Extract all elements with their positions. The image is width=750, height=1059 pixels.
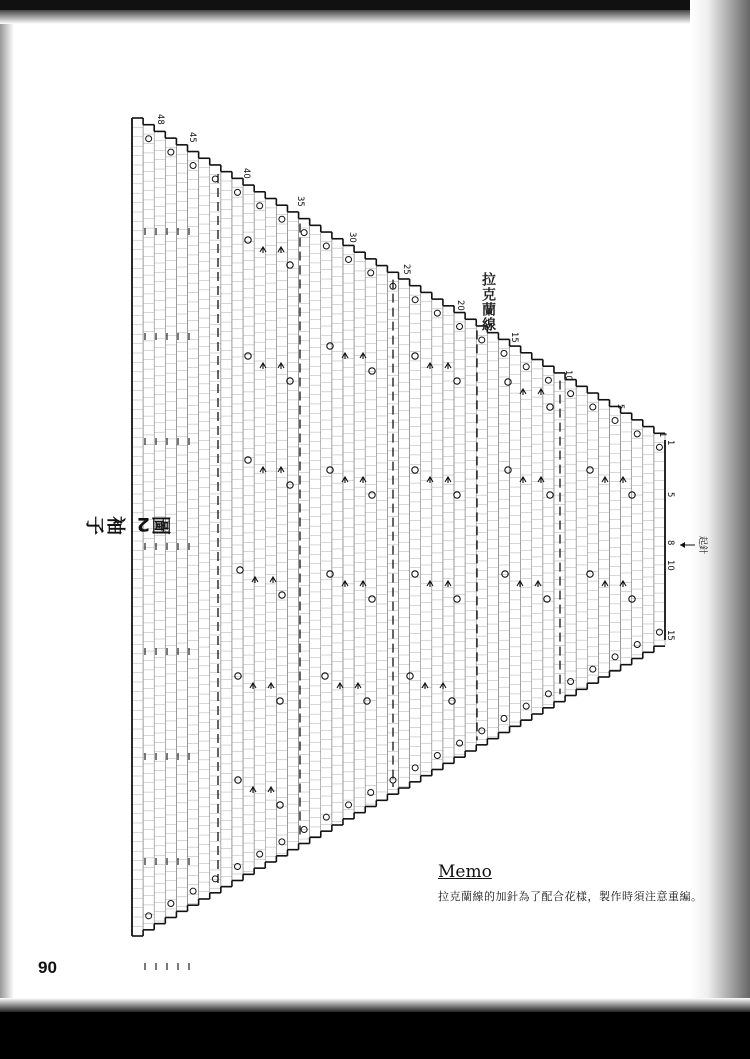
yarn-over-symbol [245, 237, 251, 243]
edge-yarn-over-symbol [634, 431, 640, 437]
edge-yarn-over-symbol [590, 666, 596, 672]
decrease-symbol [535, 581, 541, 587]
edge-yarn-over-symbol [523, 364, 529, 370]
decrease-symbol [250, 787, 256, 793]
chart-column [543, 366, 554, 708]
edge-yarn-over-symbol [346, 802, 352, 808]
chart-column [521, 353, 532, 720]
chart-column [365, 259, 376, 807]
yarn-over-symbol [287, 482, 293, 488]
row-number-label: 45 [187, 132, 197, 143]
chart-column [354, 252, 365, 813]
decrease-symbol [520, 389, 526, 395]
yarn-over-symbol [364, 698, 370, 704]
edge-yarn-over-symbol [168, 901, 174, 907]
chart-column [276, 205, 287, 856]
yarn-over-symbol [587, 467, 593, 473]
yarn-over-symbol [369, 492, 375, 498]
chart-column [654, 433, 665, 646]
edge-yarn-over-symbol [190, 163, 196, 169]
start-label: 起針 [697, 536, 707, 555]
row-number-label: 25 [401, 264, 411, 275]
yarn-over-symbol [547, 492, 553, 498]
edge-yarn-over-symbol [545, 377, 551, 383]
column-number-label: 10 [665, 560, 675, 571]
yarn-over-symbol [235, 673, 241, 679]
edge-yarn-over-symbol [656, 444, 662, 450]
chart-column [587, 393, 598, 683]
decrease-symbol [620, 581, 626, 587]
edge-yarn-over-symbol [568, 391, 574, 397]
row-number-label: 48 [155, 114, 165, 125]
edge-yarn-over-symbol [146, 913, 152, 919]
edge-yarn-over-symbol [590, 404, 596, 410]
decrease-symbol [427, 363, 433, 369]
edge-yarn-over-symbol [257, 203, 263, 209]
row-number-label: 40 [241, 168, 251, 179]
chart-column [565, 380, 576, 696]
chart-column [188, 152, 199, 906]
edge-yarn-over-symbol [279, 216, 285, 222]
decrease-symbol [422, 683, 428, 689]
edge-yarn-over-symbol [457, 740, 463, 746]
decrease-symbol [445, 363, 451, 369]
decrease-symbol [337, 683, 343, 689]
edge-yarn-over-symbol [190, 888, 196, 894]
edge-yarn-over-symbol [612, 417, 618, 423]
yarn-over-symbol [279, 592, 285, 598]
edge-yarn-over-symbol [234, 189, 240, 195]
decrease-symbol [278, 363, 284, 369]
yarn-over-symbol [369, 368, 375, 374]
chart-column [410, 286, 421, 782]
yarn-over-symbol [407, 673, 413, 679]
chart-column [310, 225, 321, 837]
yarn-over-symbol [412, 353, 418, 359]
decrease-symbol [268, 787, 274, 793]
yarn-over-symbol [547, 404, 553, 410]
decrease-symbol [250, 683, 256, 689]
edge-yarn-over-symbol [301, 230, 307, 236]
edge-yarn-over-symbol [257, 851, 263, 857]
chart-column [498, 339, 509, 732]
chart-column [399, 279, 410, 788]
chart-title: 圖2 袖子 [84, 513, 172, 535]
chart-column [287, 212, 298, 850]
decrease-symbol [427, 581, 433, 587]
edge-yarn-over-symbol [457, 324, 463, 330]
edge-yarn-over-symbol [368, 270, 374, 276]
decrease-symbol [517, 581, 523, 587]
yarn-over-symbol [454, 596, 460, 602]
yarn-over-symbol [629, 596, 635, 602]
column-number-label: 8 [665, 540, 675, 546]
chart-column [632, 420, 643, 659]
edge-yarn-over-symbol [412, 297, 418, 303]
yarn-over-symbol [287, 262, 293, 268]
column-number-label: 1 [665, 440, 675, 446]
yarn-over-symbol [277, 802, 283, 808]
decrease-symbol [268, 683, 274, 689]
decrease-symbol [355, 683, 361, 689]
decrease-symbol [252, 577, 258, 583]
yarn-over-symbol [412, 467, 418, 473]
chart-column [343, 245, 354, 818]
chart-column [487, 333, 498, 739]
chart-column [210, 165, 221, 893]
chart-column [576, 386, 587, 689]
yarn-over-symbol [505, 379, 511, 385]
yarn-over-symbol [454, 378, 460, 384]
chart-grid [132, 118, 665, 936]
edge-yarn-over-symbol [168, 149, 174, 155]
row-number-label: 1 [657, 432, 667, 438]
row-number-label: 30 [347, 232, 357, 243]
column-number-label: 15 [665, 630, 675, 641]
yarn-over-symbol [327, 571, 333, 577]
row-number-label: 15 [509, 332, 519, 343]
decrease-symbol [445, 477, 451, 483]
chart-column [376, 266, 387, 801]
edge-yarn-over-symbol [346, 256, 352, 262]
yarn-over-symbol [505, 467, 511, 473]
chart-column [443, 306, 454, 764]
page-number: 90 [38, 958, 57, 977]
decrease-symbol [278, 467, 284, 473]
yarn-over-symbol [327, 343, 333, 349]
raglan-line-label: 拉克蘭線 [480, 272, 496, 332]
decrease-symbol [602, 477, 608, 483]
yarn-over-symbol [369, 596, 375, 602]
decrease-symbol [440, 683, 446, 689]
edge-yarn-over-symbol [523, 703, 529, 709]
chart-column [476, 326, 487, 745]
edge-yarn-over-symbol [634, 642, 640, 648]
decrease-symbol [270, 577, 276, 583]
decrease-symbol [602, 581, 608, 587]
start-arrow-icon [680, 542, 685, 548]
yarn-over-symbol [237, 567, 243, 573]
yarn-over-symbol [412, 571, 418, 577]
chart-column [598, 400, 609, 677]
chart-column [465, 319, 476, 751]
edge-yarn-over-symbol [479, 337, 485, 343]
chart-column [321, 232, 332, 831]
edge-yarn-over-symbol [501, 350, 507, 356]
edge-yarn-over-symbol [434, 310, 440, 316]
yarn-over-symbol [454, 492, 460, 498]
edge-yarn-over-symbol [323, 814, 329, 820]
memo-heading: Memo [438, 862, 492, 882]
edge-yarn-over-symbol [612, 654, 618, 660]
edge-yarn-over-symbol [501, 716, 507, 722]
edge-yarn-over-symbol [146, 136, 152, 142]
memo-text: 拉克蘭線的加針為了配合花樣，製作時須注意重編。 [438, 890, 703, 903]
chart-column [254, 192, 265, 868]
chart-column [232, 178, 243, 880]
edge-yarn-over-symbol [434, 753, 440, 759]
edge-yarn-over-symbol [545, 691, 551, 697]
row-number-label: 20 [455, 300, 465, 311]
edge-yarn-over-symbol [323, 243, 329, 249]
edge-yarn-over-symbol [412, 765, 418, 771]
edge-yarn-over-symbol [479, 728, 485, 734]
column-number-label: 5 [665, 492, 675, 498]
chart-column [510, 346, 521, 726]
yarn-over-symbol [245, 353, 251, 359]
edge-yarn-over-symbol [568, 679, 574, 685]
chart-column [221, 172, 232, 887]
edge-yarn-over-symbol [656, 629, 662, 635]
edge-yarn-over-symbol [279, 839, 285, 845]
decrease-symbol [620, 477, 626, 483]
row-number-label: 5 [615, 404, 625, 410]
decrease-symbol [445, 581, 451, 587]
decrease-symbol [520, 477, 526, 483]
chart-column [532, 360, 543, 715]
row-number-label: 10 [563, 370, 573, 381]
chart-column [609, 406, 620, 670]
yarn-over-symbol [502, 571, 508, 577]
row-number-label: 35 [295, 196, 305, 207]
yarn-over-symbol [327, 467, 333, 473]
